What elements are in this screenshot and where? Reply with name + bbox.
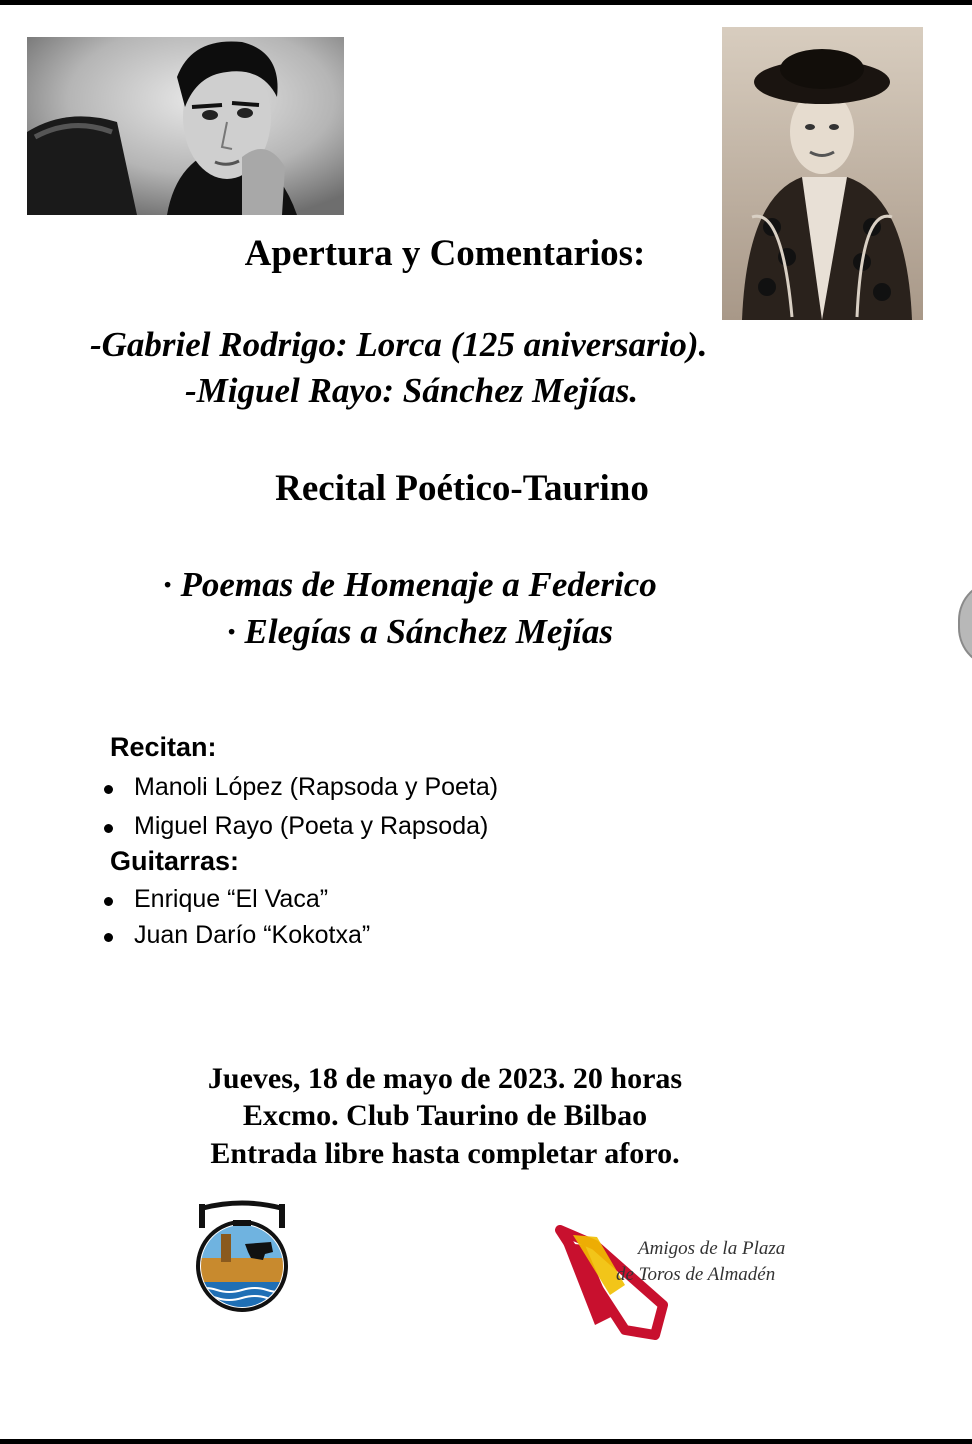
list-item (134, 921, 370, 950)
top-border (0, 0, 972, 5)
bullet-icon (104, 824, 113, 833)
list-item (134, 885, 328, 914)
list-item-label: Enrique “El Vaca” (134, 885, 329, 913)
amigos-logo-text: Amigos de la Plaza (638, 1238, 786, 1259)
recitan-title: Recitan: (110, 732, 217, 762)
amigos-logo-text: de Toros de Almadén (616, 1264, 776, 1285)
list-item (134, 812, 488, 841)
event-date: Jueves, 18 de mayo de 2023. 20 horas (207, 1062, 683, 1095)
heading-apertura: Apertura y Comentarios: (244, 233, 646, 274)
speaker-sanchez-mejias: -Miguel Rayo: Sánchez Mejías. (185, 371, 639, 410)
poem-elegias: · Elegías a Sánchez Mejías (227, 612, 614, 651)
side-scroll-handle[interactable] (958, 580, 972, 668)
list-item-label: Miguel Rayo (Poeta y Rapsoda) (134, 812, 489, 840)
event-venue: Excmo. Club Taurino de Bilbao (242, 1099, 648, 1132)
photo-portrait-lorca (27, 37, 344, 215)
bullet-icon (104, 933, 113, 942)
list-item-label: Manoli López (Rapsoda y Poeta) (134, 773, 499, 801)
list-item (134, 773, 498, 802)
heading-recital: Recital Poético-Taurino (275, 468, 649, 509)
club-taurino-logo (193, 1198, 291, 1316)
event-entry: Entrada libre hasta completar aforo. (210, 1137, 680, 1170)
bullet-icon (104, 785, 113, 794)
bottom-border (0, 1439, 972, 1444)
speaker-lorca: -Gabriel Rodrigo: Lorca (125 aniversario). (90, 325, 708, 364)
list-item-label: Juan Darío “Kokotxa” (134, 921, 371, 949)
bullet-icon (104, 897, 113, 906)
poem-homenaje-federico: · Poemas de Homenaje a Federico (163, 565, 657, 604)
guitarras-title: Guitarras: (110, 846, 240, 876)
photo-portrait-torero (722, 27, 923, 320)
